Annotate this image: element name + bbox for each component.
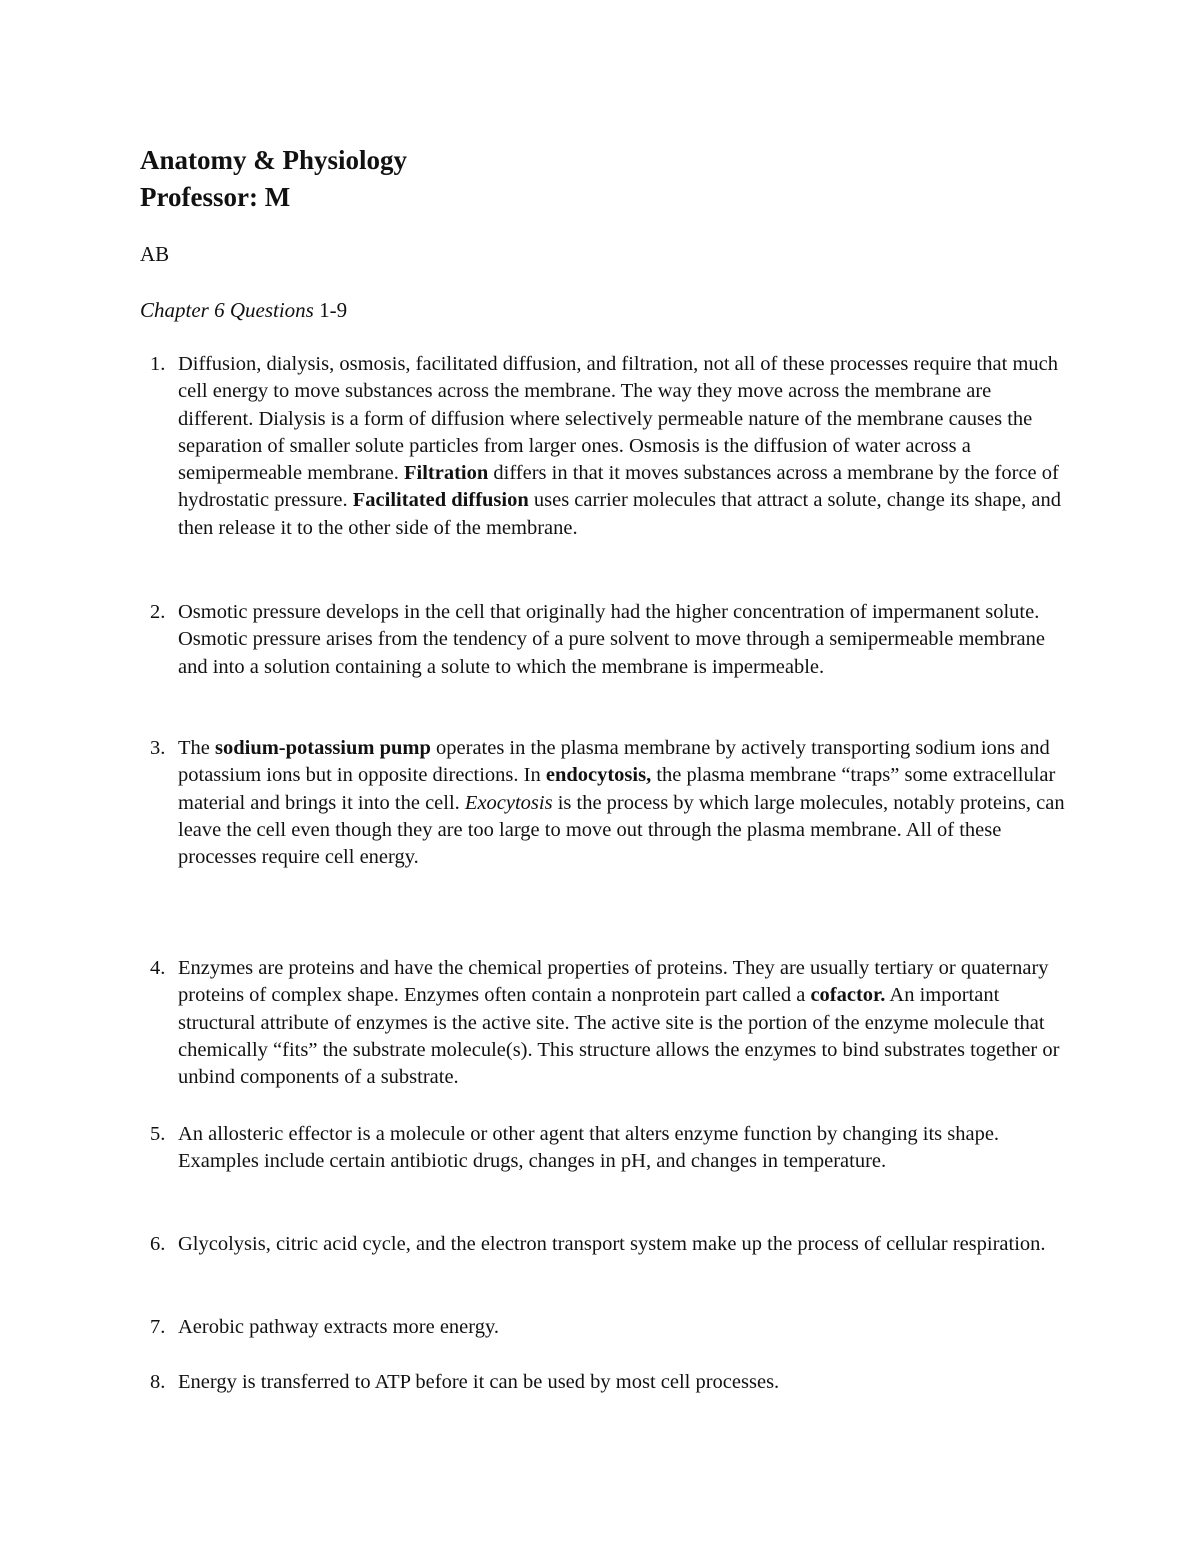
answer-text: is the process by which large molecules, notably proteins, can leave the cell even though they are too large to move out through the plasma membrane. All of these processes require cell energy.	[178, 791, 1065, 869]
chapter-heading	[140, 296, 347, 324]
answer-text: differs in that it moves substances across a membrane by the force of hydrostatic pressure.	[178, 462, 1059, 512]
question-answer	[178, 955, 1070, 1091]
document-title	[140, 142, 407, 216]
question-answer: An allosteric effector is a molecule or other agent that alters enzyme function by changing its shape. Examples include certain antibiotic drugs, changes in pH, and changes in temperature.	[178, 1123, 1000, 1173]
term-bold: Facilitated diffusion	[352, 489, 529, 512]
question-answer	[178, 351, 1070, 542]
question-number: 7.	[150, 1316, 166, 1338]
question-number: 3.	[150, 737, 166, 759]
question-item	[150, 1369, 1070, 1396]
question-number: 8.	[150, 1371, 166, 1393]
student-initials: AB	[140, 242, 170, 266]
answer-text: Enzymes are proteins and have the chemical properties of proteins. They are usually tertiary or quaternary proteins of complex shape. Enzymes often contain a nonprotein part called a	[178, 957, 1049, 1007]
chapter-label: Chapter 6 Questions	[140, 298, 314, 322]
question-answer: Glycolysis, citric acid cycle, and the electron transport system make up the process of cellular respiration.	[178, 1233, 1046, 1255]
question-item	[150, 599, 1070, 681]
answer-text: the plasma membrane “traps” some extracellular material and brings it into the cell.	[178, 764, 1056, 814]
question-answer: Osmotic pressure develops in the cell that originally had the higher concentration of impermanent solute. Osmotic pressure arises from the tendency of a pure solvent to move through a semipermeable membrane and into a solution containing a solute to which the membrane is impermeable.	[178, 601, 1045, 678]
question-number: 4.	[150, 957, 166, 979]
question-item	[150, 955, 1070, 1091]
answer-text: uses carrier molecules that attract a solute, change its shape, and then release it to the other side of the membrane.	[178, 489, 1061, 539]
question-item	[150, 351, 1070, 542]
question-number: 2.	[150, 601, 166, 623]
answer-text: An important structural attribute of enzymes is the active site. The active site is the portion of the enzyme molecule that chemically “fits” the substrate molecule(s). This structure allows the enzymes to bind substrates together or unbind components of a substrate.	[178, 984, 1060, 1089]
question-number: 1.	[150, 353, 166, 375]
question-answer	[178, 735, 1070, 871]
term-bold: sodium-potassium pump	[215, 737, 431, 759]
term-bold: endocytosis,	[545, 764, 652, 787]
question-number: 5.	[150, 1123, 166, 1145]
term-italic: Exocytosis	[464, 791, 553, 814]
professor-line: Professor: M	[140, 182, 291, 212]
question-number: 6.	[150, 1233, 166, 1255]
question-item	[150, 1231, 1070, 1258]
chapter-range: 1-9	[319, 298, 348, 322]
question-item	[150, 1314, 1070, 1341]
question-answer: Aerobic pathway extracts more energy.	[178, 1316, 500, 1338]
answer-text: operates in the plasma membrane by actively transporting sodium ions and potassium ions but in opposite directions. In	[178, 737, 1050, 787]
term-bold: cofactor.	[810, 984, 886, 1007]
question-item	[150, 1121, 1070, 1176]
question-answer: Energy is transferred to ATP before it can be used by most cell processes.	[178, 1371, 780, 1393]
term-bold: Filtration	[403, 462, 489, 485]
answer-text: Diffusion, dialysis, osmosis, facilitated diffusion, and filtration, not all of these processes require that much cell energy to move substances across the membrane. The way they move across the membrane are different. Dialysis is a form of diffusion where selectively permeable nature of the membrane causes the separation of smaller solute particles from larger ones. Osmosis is the diffusion of water across a semipermeable membrane.	[178, 353, 1058, 485]
course-title: Anatomy & Physiology	[140, 145, 408, 175]
question-item	[150, 735, 1070, 871]
answer-text: The	[178, 737, 215, 759]
